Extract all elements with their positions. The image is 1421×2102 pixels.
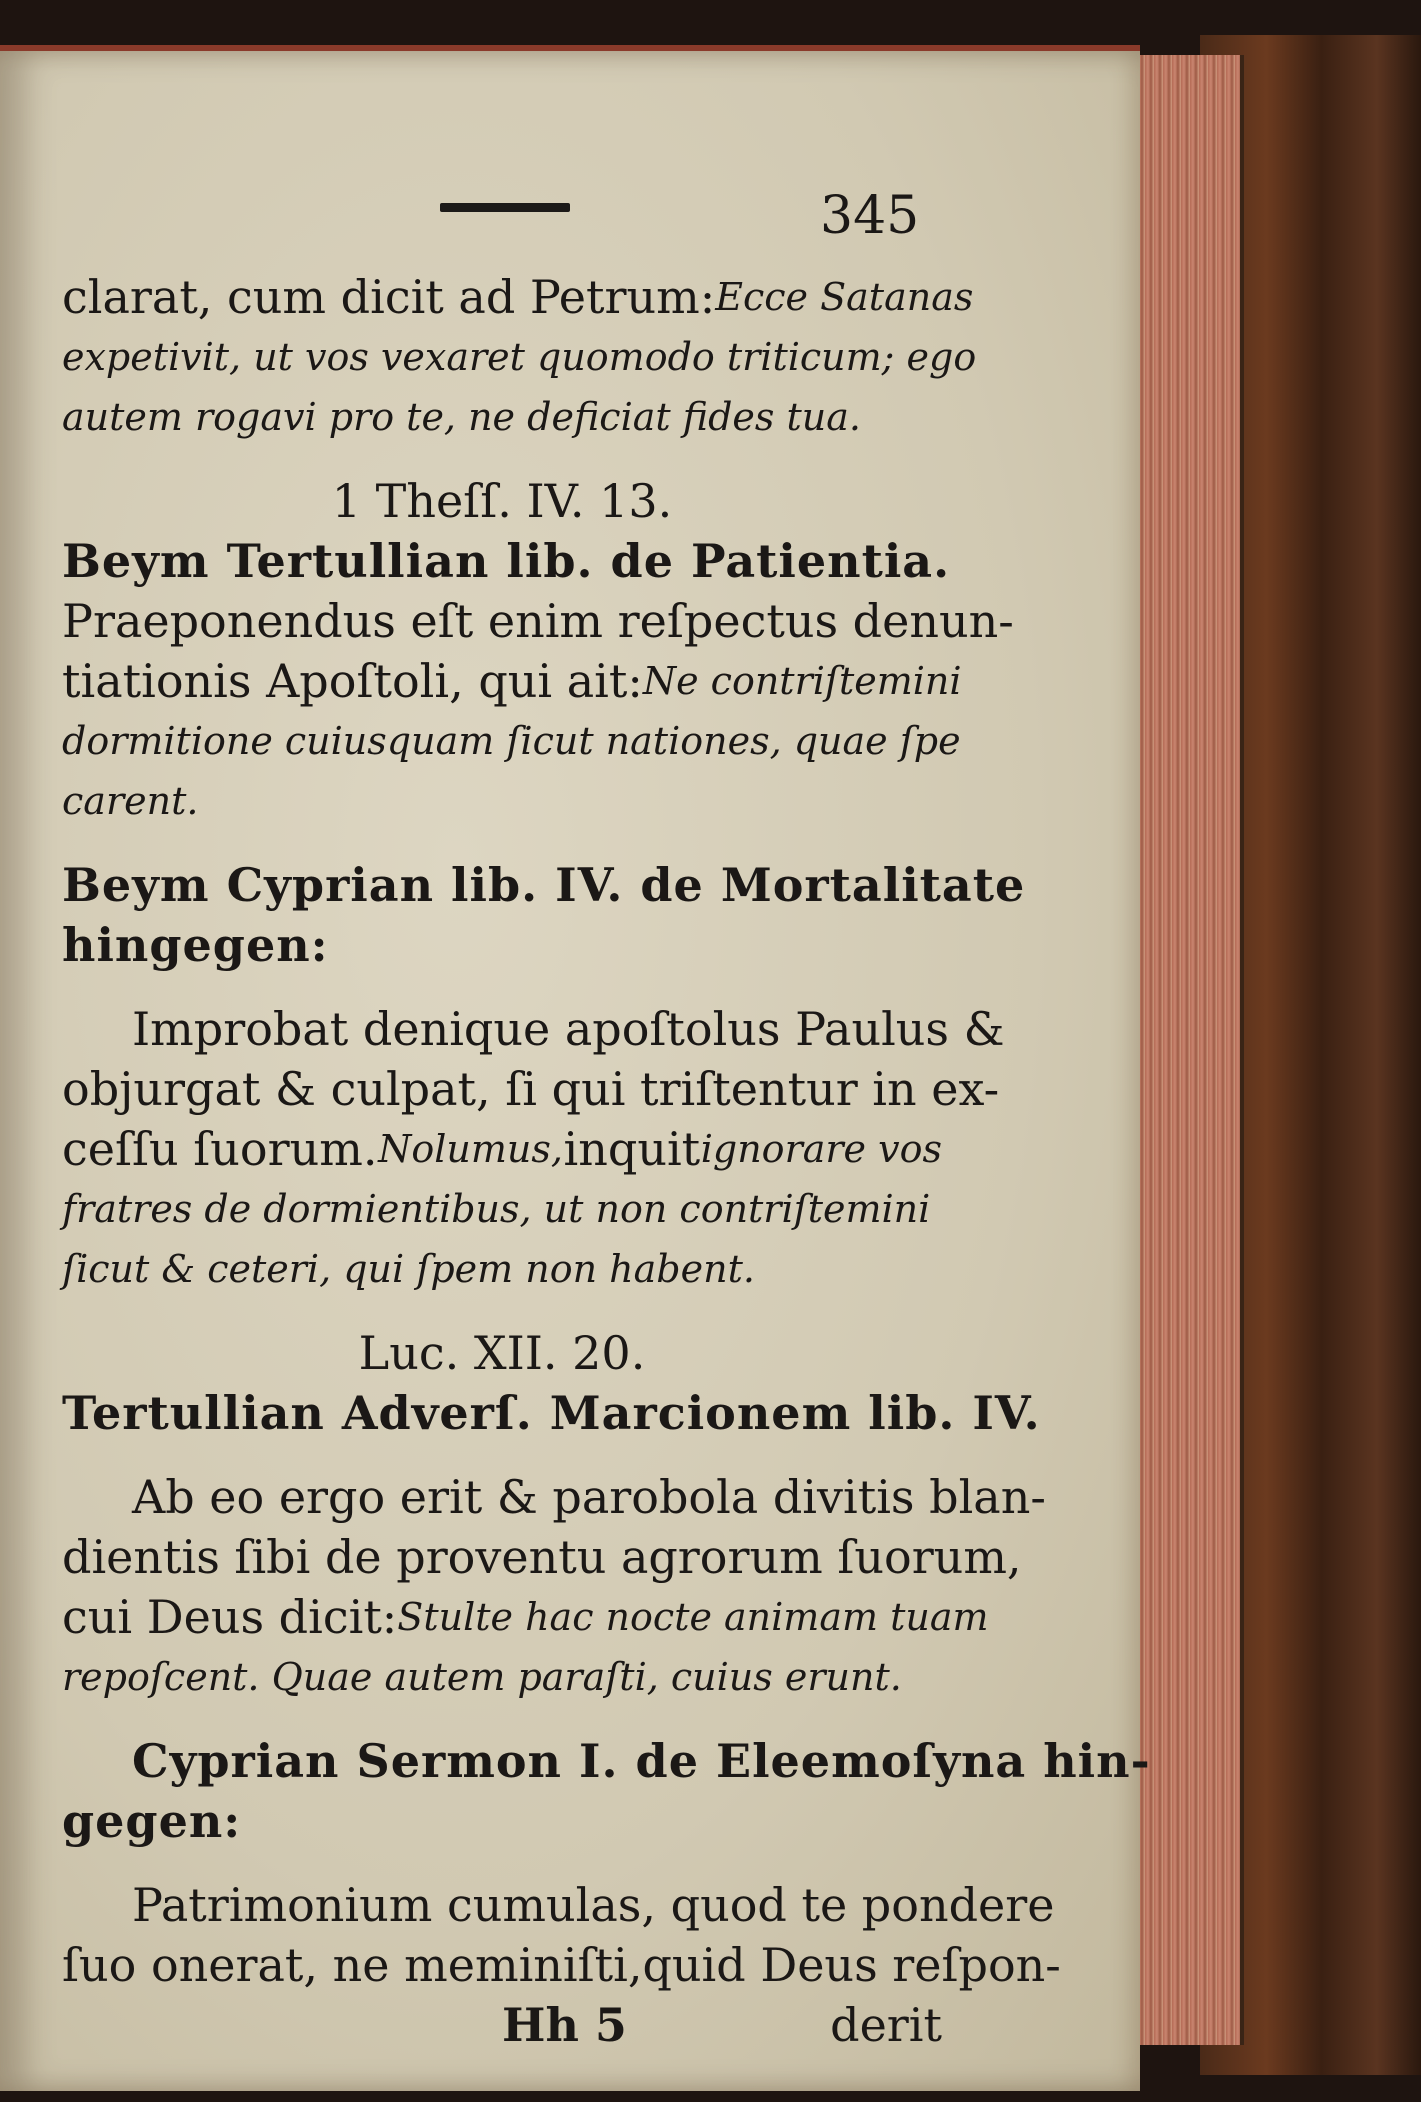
text-line: ſuo onerat, ne meminiſti,quid Deus reſpon- xyxy=(62,1938,1061,1992)
text-line: hingegen: xyxy=(62,918,329,972)
text-line: dormitione cuiusquam ſicut nationes, quae ſpe xyxy=(62,719,961,763)
book-page xyxy=(0,45,1151,2091)
section-heading: Luc. XII. 20. xyxy=(358,1326,646,1380)
text-line: Ab eo ergo erit & parobola divitis blan- xyxy=(132,1470,1046,1524)
text-line: carent. xyxy=(62,779,199,823)
text-line: dientis ſibi de proventu agrorum ſuorum, xyxy=(62,1530,1022,1584)
text-line: Praeponendus eſt enim reſpectus denun- xyxy=(62,594,1014,648)
text-line: cui Deus dicit: Stulte hac nocte animam tuam xyxy=(62,1590,989,1644)
text-line: tiationis Apoſtoli, qui ait: Ne contriſtemini xyxy=(62,654,962,708)
text-line: ceſſu ſuorum. Nolumus, inquit ignorare vos xyxy=(62,1122,942,1176)
text-line: objurgat & culpat, ſi qui triſtentur in ex- xyxy=(62,1062,1000,1116)
text-line: autem rogavi pro te, ne deficiat fides tua. xyxy=(62,395,861,439)
text-line: Improbat denique apoſtolus Paulus & xyxy=(132,1002,1005,1056)
text-line: repoſcent. Quae autem paraſti, cuius erunt. xyxy=(62,1655,902,1699)
text-line: fratres de dormientibus, ut non contriſtemini xyxy=(62,1187,931,1231)
source-heading: Beym Tertullian lib. de Patientia. xyxy=(62,534,951,588)
text-line: expetivit, ut vos vexaret quomodo triticum; ego xyxy=(62,335,977,379)
header-rule xyxy=(440,203,570,212)
source-heading: Beym Cyprian lib. IV. de Mortalitate xyxy=(62,858,1026,912)
source-heading: Tertullian Adverſ. Marcionem lib. IV. xyxy=(62,1386,1041,1440)
text-line: Patrimonium cumulas, quod te pondere xyxy=(132,1878,1055,1932)
catchword: derit xyxy=(830,1998,942,2052)
page-number: 345 xyxy=(820,186,920,246)
source-heading: Cyprian Sermon I. de Eleemoſyna hin- xyxy=(132,1734,1151,1788)
signature-mark: Hh 5 xyxy=(502,1998,627,2052)
page-text xyxy=(62,267,1151,2055)
text-line: gegen: xyxy=(62,1794,242,1848)
section-heading: 1 Theſſ. IV. 13. xyxy=(331,474,673,528)
text-line: ſicut & ceteri, qui ſpem non habent. xyxy=(62,1247,755,1291)
text-line: clarat, cum dicit ad Petrum: Ecce Satanas xyxy=(62,270,974,324)
page-footer xyxy=(62,1995,942,2055)
